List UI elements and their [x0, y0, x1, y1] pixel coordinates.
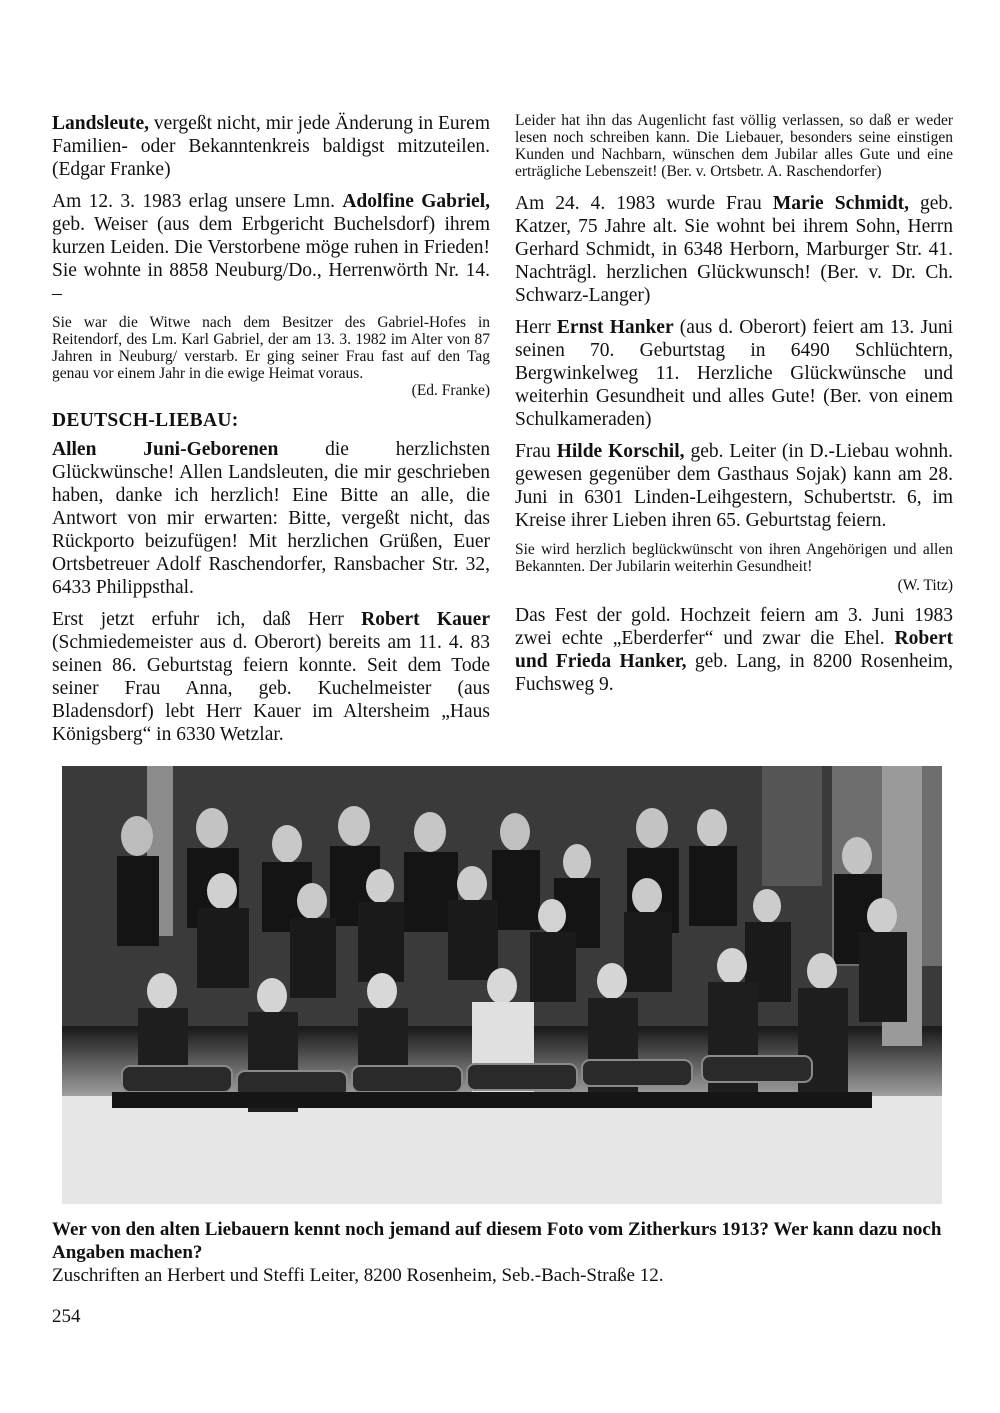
paragraph-augenlicht: Leider hat ihn das Augenlicht fast völlig verlassen, so daß er weder lesen noch schreiben kann. Die Liebauer, besonders seine einstigen Kunden und Nachbarn, wünschen dem Jubilar alles Gute und eine erträgliche Lebenszeit! (Ber. v. Ortsbetr. A. Raschendorfer): [515, 112, 953, 180]
right-column: [515, 112, 953, 705]
paragraph-adolfine-gabriel: Am 12. 3. 1983 erlag unsere Lmn. Adolfine Gabriel, geb. Weiser (aus dem Erbgericht Buchelsdorf) ihrem kurzen Leiden. Die Verstorbene möge ruhen in Frieden! Sie wohnte in 8858 Neuburg/Do., Herrenwörth Nr. 14. –: [52, 191, 490, 304]
paragraph-marie-schmidt: Am 24. 4. 1983 wurde Frau Marie Schmidt, geb. Katzer, 75 Jahre alt. Sie wohnt bei ihrem Sohn, Herrn Gerhard Schmidt, in 6348 Herborn, Marburger Str. 41. Nachträgl. herzlichen Glückwunsch! (Ber. v. Dr. Ch. Schwarz-Langer): [515, 193, 953, 306]
group-photo-zitherkurs: [62, 766, 942, 1204]
caption-question: Wer von den alten Liebauern kennt noch jemand auf diesem Foto vom Zitherkurs 1913? Wer kann dazu noch Angaben machen?: [52, 1219, 942, 1263]
paragraph-gabriel-note: Sie war die Witwe nach dem Besitzer des Gabriel-Hofes in Reitendorf, des Lm. Karl Gabriel, der am 13. 3. 1982 im Alter von 87 Jahren in Neuburg/ verstarb. Er ging seiner Frau fast auf den Tag genau vor einem Jahr in die ewige Heimat voraus.: [52, 314, 490, 382]
paragraph-korschil-note: Sie wird herzlich beglückwünscht von ihren Angehörigen und allen Bekannten. Der Jubilarin weiterhin Gesundheit!: [515, 541, 953, 575]
paragraph-landsleute: Landsleute, vergeßt nicht, mir jede Änderung in Eurem Familien- oder Bekanntenkreis baldigst mitzuteilen. (Edgar Franke): [52, 113, 490, 180]
left-column: [52, 112, 490, 755]
photo-caption: [52, 1218, 952, 1287]
paragraph-robert-frieda-hanker: Das Fest der gold. Hochzeit feiern am 3. Juni 1983 zwei echte „Eberderfer“ und zwar die Ehel. Robert und Frieda Hanker, geb. Lang, in 8200 Rosenheim, Fuchsweg 9.: [515, 605, 953, 695]
paragraph-ernst-hanker: Herr Ernst Hanker (aus d. Oberort) feiert am 13. Juni seinen 70. Geburtstag in 6490 Schlüchtern, Bergwinkelweg 11. Herzliche Glückwünsche und weiterhin Gesundheit und alles Gute! (Ber. von einem Schulkameraden): [515, 317, 953, 430]
group-photo-illustration: [62, 766, 942, 1204]
signature-ed-franke: (Ed. Franke): [411, 382, 490, 399]
signature-w-titz: (W. Titz): [897, 577, 953, 594]
paragraph-robert-kauer: Erst jetzt erfuhr ich, daß Herr Robert Kauer (Schmiedemeister aus d. Oberort) bereits am 11. 4. 83 seinen 86. Geburtstag feiern konnte. Seit dem Tode seiner Frau Anna, geb. Kuchelmeister (aus Bladensdorf) lebt Herr Kauer im Altersheim „Haus Königsberg“ in 6330 Wetzlar.: [52, 609, 490, 745]
section-heading: DEUTSCH-LIEBAU:: [52, 410, 239, 431]
caption-contact: Zuschriften an Herbert und Steffi Leiter, 8200 Rosenheim, Seb.-Bach-Straße 12.: [52, 1265, 664, 1286]
paragraph-juni-geborenen: Allen Juni-Geborenen die herzlichsten Glückwünsche! Allen Landsleuten, die mir geschrieben haben, danke ich herzlich! Eine Bitte an alle, die Antwort von mir erwarten: Bitte, vergeßt nicht, das Rückporto beizufügen! Mit herzlichen Grüßen, Euer Ortsbetreuer Adolf Raschendorfer, Ransbacher Str. 32, 6433 Philippsthal.: [52, 439, 490, 598]
paragraph-hilde-korschil: Frau Hilde Korschil, geb. Leiter (in D.-Liebau wohnh. gewesen gegenüber dem Gasthaus Sojak) kann am 28. Juni in 6301 Linden-Leihgestern, Schubertstr. 6, im Kreise ihrer Lieben ihren 65. Geburtstag feiern.: [515, 441, 954, 531]
page-number: 254: [52, 1306, 81, 1327]
signature-w-titz-row: [515, 577, 953, 594]
